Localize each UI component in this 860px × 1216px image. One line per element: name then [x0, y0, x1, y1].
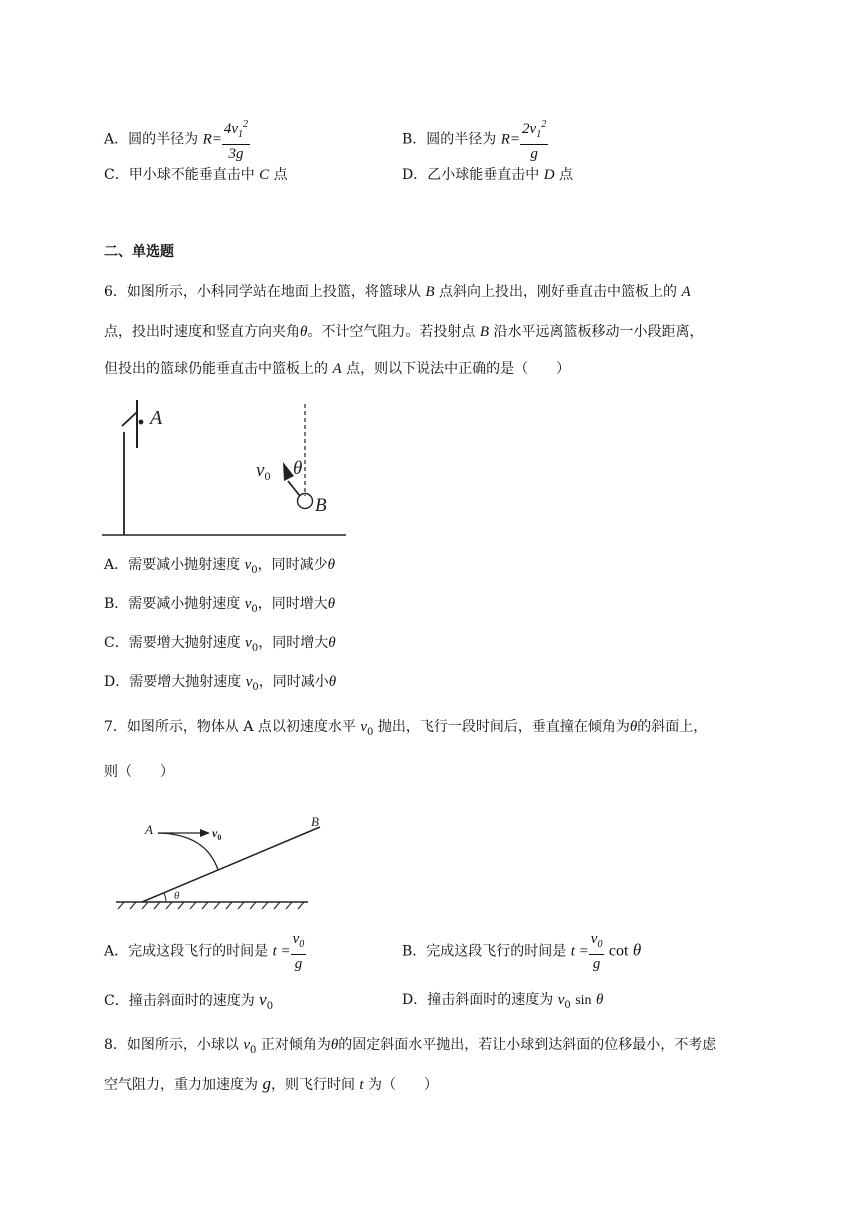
velocity-arrowhead: [200, 829, 210, 837]
q6-basketball-figure: [96, 388, 352, 540]
theta-arc: [164, 893, 166, 902]
q7-stem-line-1: 7．如图所示，物体从 A 点以初速度水平 $v_0$ 抛出，飞行一段时间后，垂直撞在倾角为θ的斜面上，: [104, 719, 708, 738]
q5-option-b[interactable]: B．圆的半径为 R= $\frac{2v_1^2}{g}$: [402, 116, 548, 163]
q5-option-d[interactable]: D．乙小球能垂直击中 D 点: [402, 167, 573, 183]
label-b: B: [311, 814, 319, 829]
label-v0: $v_0$: [212, 826, 222, 842]
trajectory-curve: [158, 833, 218, 870]
q7-option-b[interactable]: B．完成这段飞行的时间是 t = $\frac{v_0}{g}$ cot θ: [402, 931, 642, 972]
label-v0: $v_0$: [256, 460, 271, 483]
q6-stem-line-2: 点，投出时速度和竖直方向夹角θ。不计空气阻力。若投射点 B 沿水平远离篮板移动一小段距离，: [104, 324, 704, 340]
ground-hatching: [118, 902, 304, 909]
incline-line: [142, 827, 320, 902]
q6-stem-line-1: 6．如图所示，小科同学站在地面上投篮，将篮球从 B 点斜向上投出，刚好垂直击中篮板上的 A: [104, 284, 691, 300]
q7-option-a-fraction: $\frac{v_0}{g}$: [292, 931, 305, 972]
q7-option-c[interactable]: C．撞击斜面时的速度为 $v_0$: [104, 990, 274, 1012]
label-a: A: [145, 822, 153, 837]
q7-stem-line-2: 则（ ）: [104, 764, 174, 780]
hoop-arm: [122, 412, 137, 426]
q6-option-c[interactable]: C．需要增大抛射速度 $v_0$，同时增大θ: [104, 635, 336, 654]
q7-option-a[interactable]: A．完成这段飞行的时间是 t = $\frac{v_0}{g}$: [104, 931, 305, 972]
velocity-arrow-shaft: [288, 481, 300, 496]
q6-option-b[interactable]: B．需要减小抛射速度 $v_0$，同时增大θ: [104, 596, 336, 615]
q8-stem-line-2: 空气阻力，重力加速度为 g，则飞行时间 t 为（ ）: [104, 1074, 439, 1093]
q8-stem-line-1: 8．如图所示，小球以 $v_0$ 正对倾角为θ的固定斜面水平抛出，若让小球到达斜面的位移最小，不考虑: [104, 1037, 717, 1056]
q7-option-d[interactable]: D．撞击斜面时的速度为 $v_0$ sin θ: [402, 992, 604, 1011]
label-theta: θ: [174, 890, 180, 902]
label-b: B: [315, 495, 327, 516]
q5-option-a[interactable]: A．圆的半径为 R= $\frac{4v_1^2}{3g}$: [104, 116, 250, 163]
point-a-dot: [139, 420, 144, 425]
q6-option-d[interactable]: D．需要增大抛射速度 $v_0$，同时减小θ: [104, 674, 337, 693]
q7-incline-figure: [112, 812, 332, 914]
label-theta: θ: [293, 458, 303, 479]
q5-option-c[interactable]: C．甲小球不能垂直击中 C 点: [104, 167, 288, 183]
q6-stem-line-3: 但投出的篮球仍能垂直击中篮板上的 A 点，则以下说法中正确的是（ ）: [104, 361, 571, 377]
section-heading: 二、单选题: [104, 244, 174, 260]
q6-option-a[interactable]: A．需要减小抛射速度 $v_0$，同时减少θ: [104, 557, 335, 576]
q7-option-b-fraction: $\frac{v_0}{g}$: [590, 931, 603, 972]
q5-option-b-fraction: $\frac{2v_1^2}{g}$: [520, 116, 548, 163]
label-a: A: [150, 407, 163, 429]
q5-option-a-fraction: $\frac{4v_1^2}{3g}$: [222, 116, 250, 163]
